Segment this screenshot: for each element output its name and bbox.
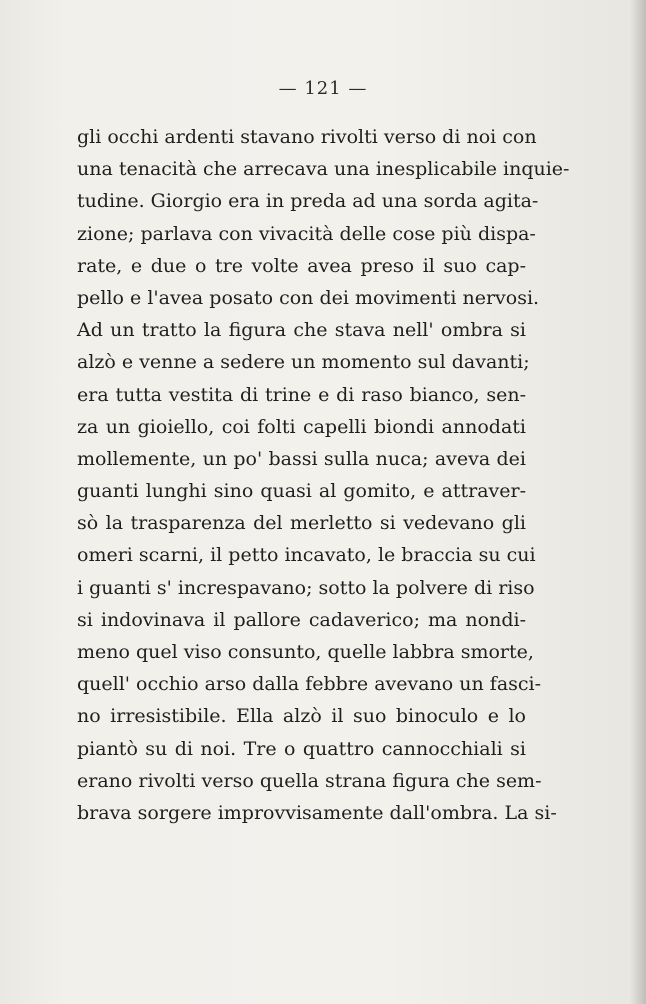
text-line: quell' occhio arso dalla febbre avevano un fasci- [77,673,542,696]
text-line: zione; parlava con vivacità delle cose più dispa- [77,222,536,245]
text-line: pello e l'avea posato con dei movimenti nervosi. [77,286,540,309]
text-line: meno quel viso consunto, quelle labbra smorte, [77,641,534,663]
text-line: no irresistibile. Ella alzò il suo binoculo e lo [77,705,526,728]
text-line: guanti lunghi sino quasi al gomito, e attraver- [77,480,526,503]
body-text [77,121,570,829]
text-line: erano rivolti verso quella strana figura che sem- [77,769,542,792]
text-line: si indovinava il pallore cadaverico; ma nondi- [77,608,526,631]
text-line: za un gioiello, coi folti capelli biondi annodati [77,415,526,438]
text-line: omeri scarni, il petto incavato, le braccia su cui [77,544,536,567]
page-number: — 121 — [278,78,368,99]
page-edge-shadow [630,0,646,1004]
text-line: era tutta vestita di trine e di raso bianco, sen- [77,383,526,406]
text-line: mollemente, un po' bassi sulla nuca; aveva dei [77,447,526,470]
text-line: Ad un tratto la figura che stava nell' ombra si [77,319,526,342]
text-line: sò la trasparenza del merletto si vedevano gli [77,512,526,535]
text-line: una tenacità che arrecava una inesplicabile inquie- [77,158,570,181]
text-line: tudine. Giorgio era in preda ad una sorda agita- [77,190,539,213]
text-line: i guanti s' increspavano; sotto la polvere di riso [77,576,535,599]
text-line: brava sorgere improvvisamente dall'ombra. La si- [77,801,557,824]
text-line: rate, e due o tre volte avea preso il suo cap- [77,254,526,277]
text-line: piantò su di noi. Tre o quattro cannocchiali si [77,737,526,760]
text-line: alzò e venne a sedere un momento sul davanti; [77,351,530,374]
text-line: gli occhi ardenti stavano rivolti verso di noi con [77,126,537,148]
